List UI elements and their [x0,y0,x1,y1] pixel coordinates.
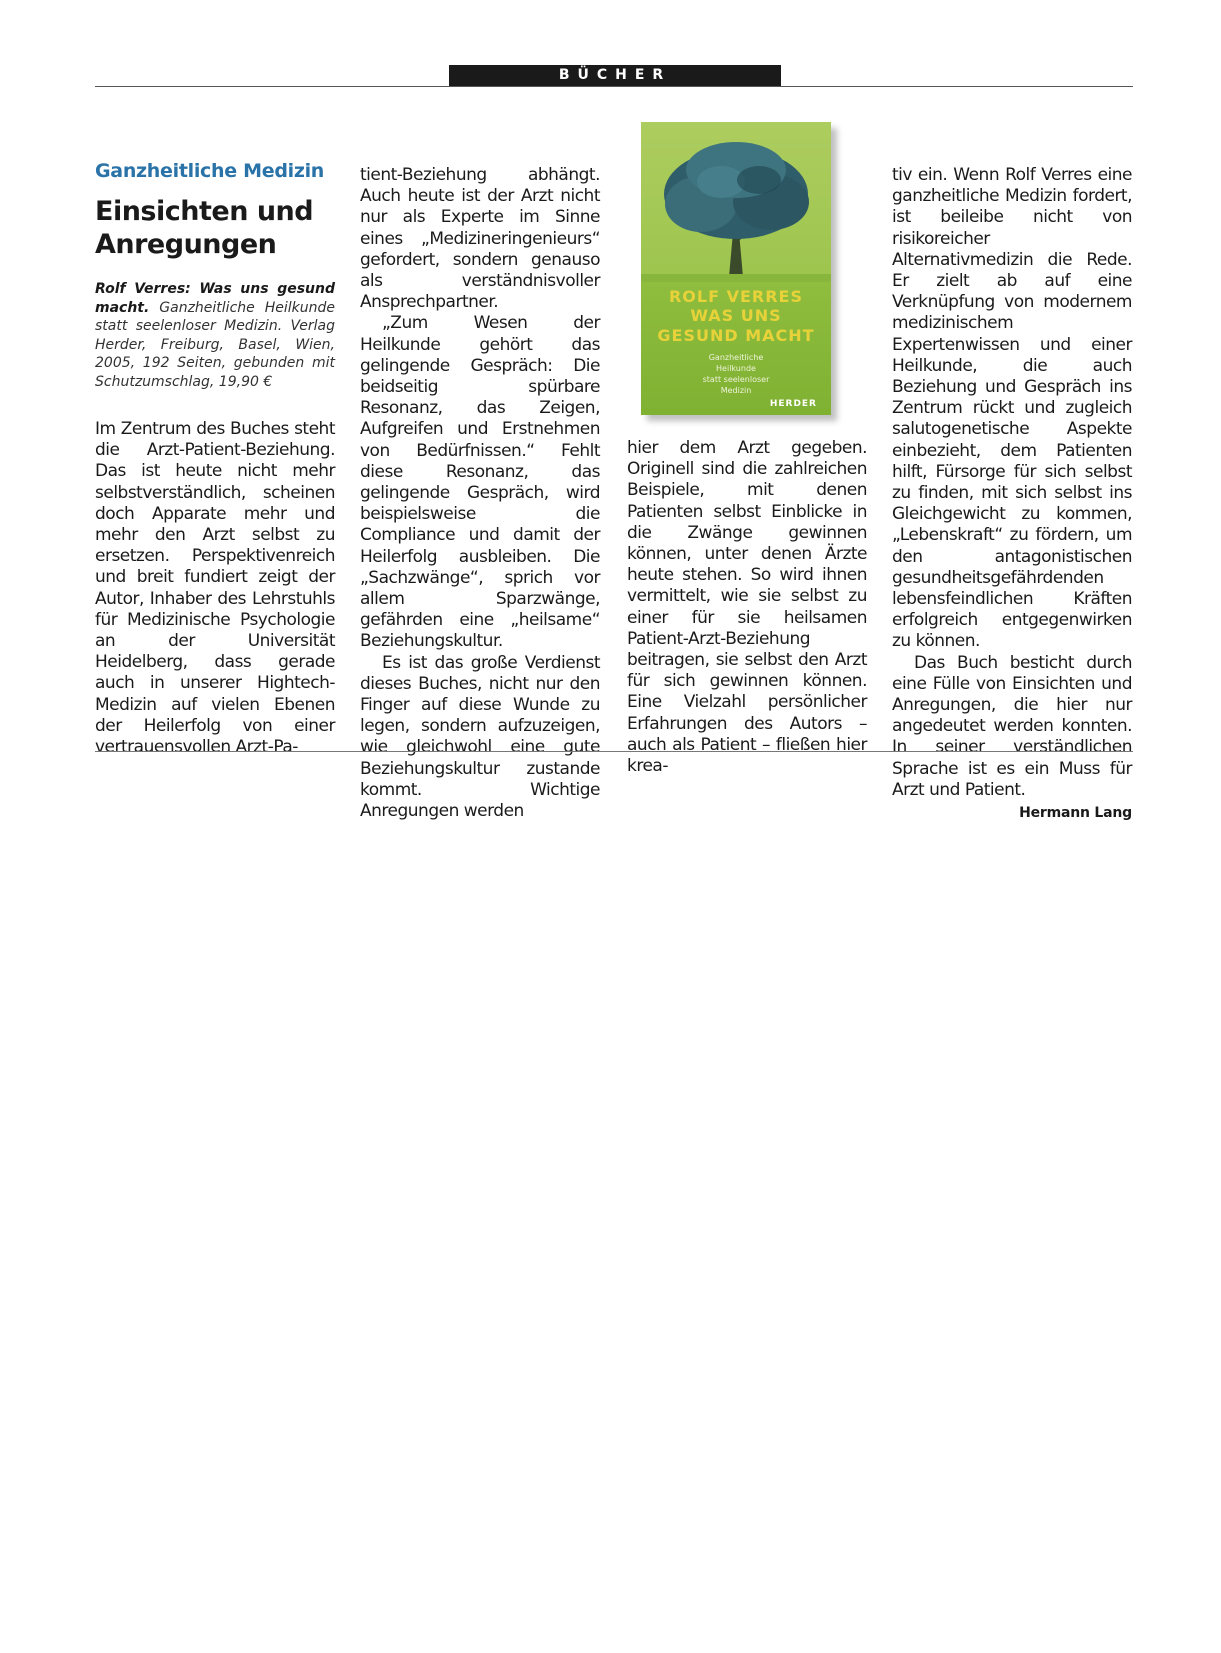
cover-subtitle-line: Medizin [720,386,752,395]
cover-subtitle-line: Ganzheitliche [708,353,764,362]
column-3 [627,438,867,777]
cover-author: ROLF VERRES [668,287,804,306]
top-rule [95,86,1133,87]
section-tag: BÜCHER [449,65,781,86]
cover-subtitle-line: Heilkunde [716,364,756,373]
bibliographic-info [95,280,335,391]
paragraph: Im Zentrum des Buches steht die Arzt-Patient-Beziehung. Das ist heute nicht mehr selbstverständlich, scheinen doch Apparate mehr und mehr den Arzt selbst zu ersetzen. Perspektivenreich und breit fundiert zeigt der Autor, Inhaber des Lehrstuhls für Medizinische Psychologie an der Universität Heidelberg, dass gerade auch in unserer Hightech-Medizin auf vielen Ebenen der Heilerfolg von einer vertrauensvollen Arzt-Pa- [95,419,335,758]
article-headline: Einsichten und Anregungen [95,196,314,260]
book-cover [641,122,831,415]
paragraph: „Zum Wesen der Heilkunde gehört das gelingende Gespräch: Die beidseitig spürbare Resonanz, das Zeigen, Aufgreifen und Erstnehmen von Bedürfnissen.“ Fehlt diese Resonanz, das gelingende Gespräch, wird beispielsweise die Compliance und damit der Heilerfolg ausbleiben. Die „Sachzwänge“, sprich vor allem Sparzwänge, gefährden eine „heilsame“ Beziehungskultur. [360,313,600,652]
author-signature: Hermann Lang [1019,805,1132,822]
bottom-rule [95,751,1133,752]
cover-publisher: HERDER [769,399,817,409]
article-kicker: Ganzheitliche Medizin [95,160,325,182]
cover-subtitle-line: statt seelenloser [702,375,770,384]
column-4 [892,165,1132,824]
cover-title [641,306,831,346]
book-author-title: Rolf Verres: Was uns gesund macht. [95,281,335,316]
cover-subtitle [641,352,831,396]
paragraph: tient-Beziehung abhängt. Auch heute ist der Arzt nicht nur als Experte im Sinne eines „Medizineringenieurs“ gefordert, sondern genauso als verständnisvoller Ansprechpartner. [360,165,600,313]
cover-title-line: GESUND MACHT [657,326,815,345]
column-1 [95,419,335,758]
paragraph-text: Das Buch besticht durch eine Fülle von Einsichten und Anregungen, die hier nur angedeutet werden konnten. In seiner verständlichen Sprache ist es ein Muss für Arzt und Patient. [892,652,1132,800]
cover-title-line: WAS UNS [690,306,782,325]
paragraph: hier dem Arzt gegeben. Originell sind die zahlreichen Beispiele, mit denen Patienten selbst Einblicke in die Zwänge gewinnen können, unter denen Ärzte heute stehen. So wird ihnen vermittelt, wie sie selbst zu einer für sie heilsamen Patient-Arzt-Beziehung beitragen, sie selbst den Arzt für sich gewinnen können. Eine Vielzahl persönlicher Erfahrungen des Autors – auch als Patient – fließen hier krea- [627,438,867,777]
paragraph: Es ist das große Verdienst dieses Buches, nicht nur den Finger auf diese Wunde zu legen, sondern aufzuzeigen, wie gleichwohl eine gute Beziehungskultur zustande kommt. Wichtige Anregungen werden [360,652,600,822]
column-2 [360,165,600,822]
paragraph: tiv ein. Wenn Rolf Verres eine ganzheitliche Medizin fordert, ist beileibe nicht von risikoreicher Alternativmedizin die Rede. Er zielt ab auf eine Verknüpfung von modernem medizinischem Expertenwissen und einer Heilkunde, die auch Beziehung und Gespräch ins Zentrum rückt und zugleich salutogenetische Aspekte einbezieht, dem Patienten hilft, Fürsorge für sich selbst zu finden, mit sich selbst ins Gleichgewicht zu kommen, „Lebenskraft“ zu fördern, um den antagonistischen gesundheitsgefährdenden lebensfeindlichen Kräften erfolgreich entgegenwirken zu können. [892,165,1132,652]
book-details: Ganzheitliche Heilkunde statt seelenloser Medizin. Verlag Herder, Freiburg, Basel, Wien, 2005, 192 Seiten, gebunden mit Schutzumschlag, 19,90 € [95,299,335,390]
paragraph [892,652,1132,822]
